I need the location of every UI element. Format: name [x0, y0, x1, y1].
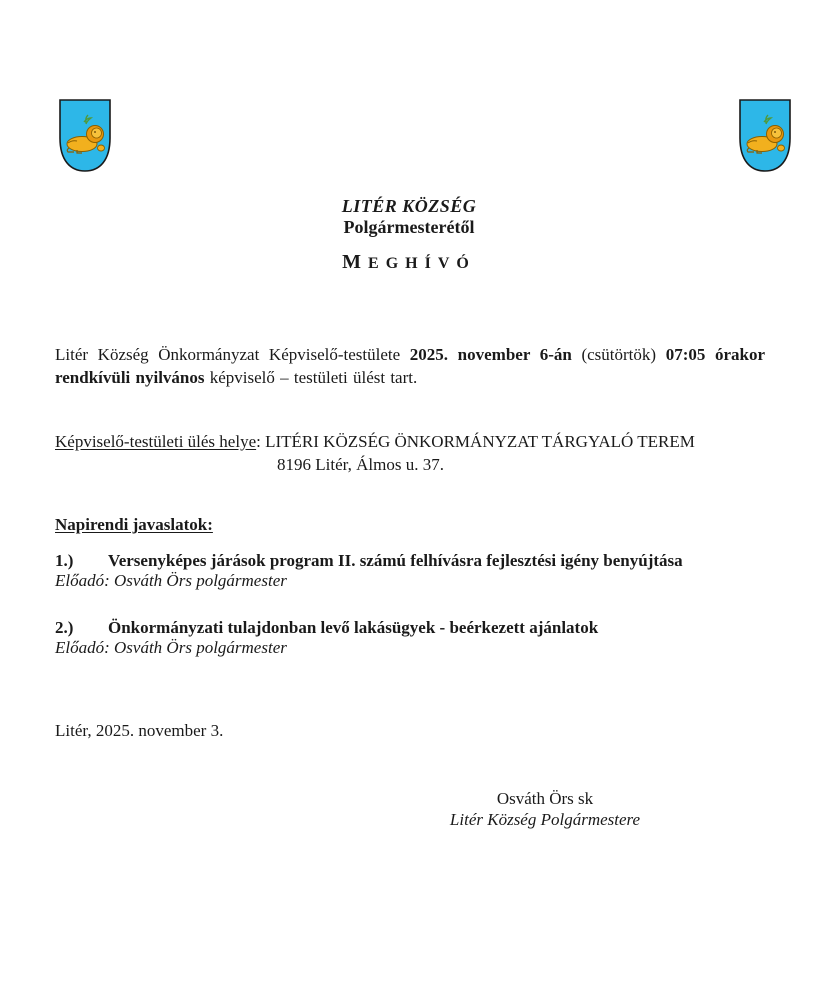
agenda-item-number: 2.): [55, 618, 74, 637]
agenda-item: [55, 550, 765, 591]
coat-of-arms-right: [737, 98, 793, 174]
dateline: Litér, 2025. november 3.: [55, 721, 224, 740]
office-subtitle: Polgármesterétől: [343, 217, 475, 237]
lion-shield-icon: [57, 98, 113, 174]
location-label: Képviselő-testületi ülés helye: [55, 432, 257, 451]
meeting-weekday: (csütörtök): [571, 345, 666, 364]
agenda-item-presenter: Előadó: Osváth Örs polgármester: [55, 638, 287, 657]
municipality-title: LITÉR KÖZSÉG: [341, 196, 477, 216]
intro-text: Litér Község Önkormányzat Képviselő-testülete: [55, 345, 410, 364]
agenda-item-title: Versenyképes járások program II. számú felhívásra fejlesztési igény benyújtása: [108, 551, 683, 570]
agenda-item-title-row: [55, 617, 765, 638]
meeting-time-type: 07:05 órakor rendkívüli nyilvános: [55, 345, 766, 387]
agenda-item-title: Önkormányzati tulajdonban levő lakásügyek - beérkezett ajánlatok: [108, 618, 599, 637]
agenda-item-presenter: Előadó: Osváth Örs polgármester: [55, 571, 287, 590]
intro-text-end: képviselő – testületi ülést tart.: [204, 368, 418, 387]
lion-shield-icon: [737, 98, 793, 174]
document-header: [0, 0, 818, 276]
coat-of-arms-left: [57, 98, 113, 174]
location-address: 8196 Litér, Álmos u. 37.: [277, 455, 444, 474]
agenda-item-title-row: [55, 550, 765, 571]
meeting-location-line: [55, 430, 818, 453]
agenda-item: [55, 617, 765, 658]
intro-paragraph: [55, 343, 765, 389]
document-type-title: MEGHÍVÓ: [342, 251, 476, 273]
agenda-heading: Napirendi javaslatok:: [55, 515, 213, 534]
meeting-date: 2025. november 6-án: [409, 345, 572, 364]
signer-title: Litér Község Polgármestere: [449, 810, 641, 829]
location-colon: :: [256, 432, 266, 451]
meeting-location-block: [55, 430, 818, 476]
location-venue: LITÉRI KÖZSÉG ÖNKORMÁNYZAT TÁRGYALÓ TEREM: [265, 432, 695, 451]
signature-block: [395, 788, 695, 830]
agenda-item-number: 1.): [55, 551, 74, 570]
signer-name: Osváth Örs sk: [496, 789, 594, 808]
